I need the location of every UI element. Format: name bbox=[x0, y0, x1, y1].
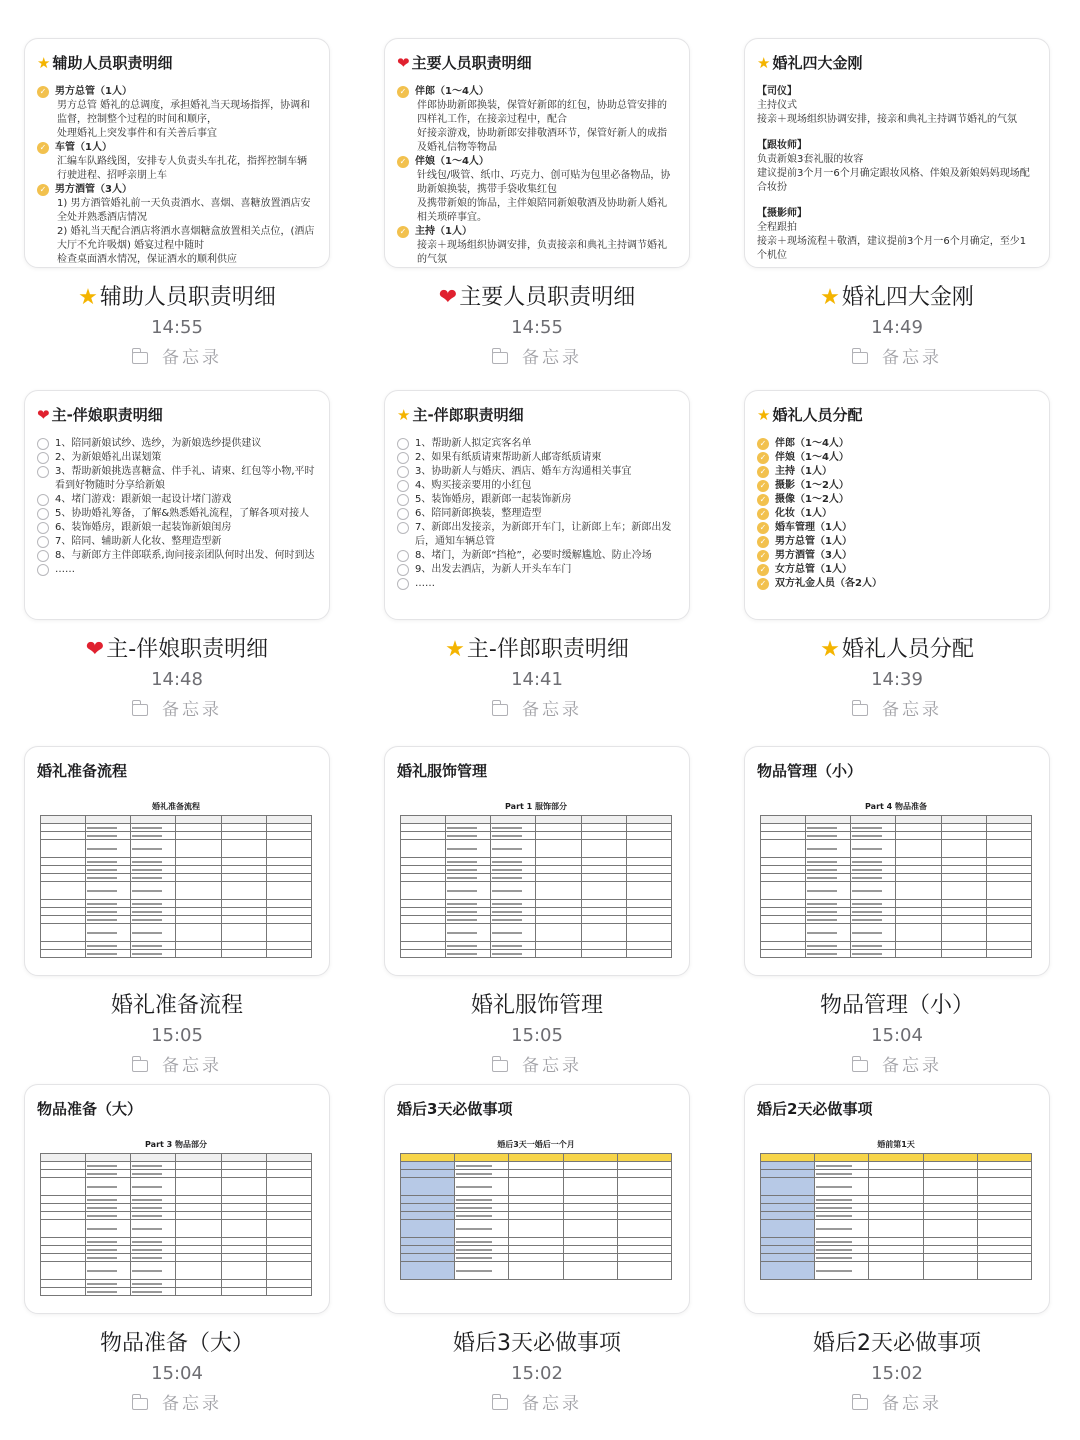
card-title: ★ 辅助人员职责明细 bbox=[37, 54, 173, 72]
note-item[interactable] bbox=[24, 390, 330, 723]
unchecked-circle-icon[interactable] bbox=[37, 508, 49, 520]
table-caption: Part 4 物品准备 bbox=[865, 802, 927, 811]
checklist-item: ✓ 男方总管（1人） bbox=[757, 535, 1035, 549]
red-heart-emoji-icon: ❤ bbox=[85, 637, 105, 662]
checklist-item: 7、新郎出发接亲，为新郎开车门，让新郎上车；新郎出发后，通知车辆总管 bbox=[397, 521, 675, 549]
card-preview bbox=[37, 437, 315, 577]
card-title: ❤ 主-伴娘职责明细 bbox=[37, 406, 163, 424]
card-preview bbox=[757, 437, 1035, 591]
folder-icon bbox=[132, 352, 148, 364]
unchecked-circle-icon[interactable] bbox=[397, 480, 409, 492]
note-folder bbox=[24, 1391, 330, 1417]
preview-text-line: 男方总管 婚礼的总调度，承担婚礼当天现场指挥，协调和监督，控制整个过程的时间和顺序， bbox=[57, 100, 311, 125]
table-preview bbox=[760, 801, 1032, 958]
table-caption: Part 1 服饰部分 bbox=[505, 802, 567, 811]
preview-section bbox=[757, 207, 1035, 263]
note-item[interactable] bbox=[744, 1084, 1050, 1417]
note-folder bbox=[384, 1391, 690, 1417]
preview-text-line: 检查桌面酒水情况，保证酒水的顺利供应 bbox=[57, 254, 237, 265]
star-emoji-icon: ★ bbox=[397, 406, 411, 424]
folder-label: 备忘录 bbox=[162, 700, 222, 720]
folder-label: 备忘录 bbox=[882, 1056, 942, 1076]
star-emoji-icon: ★ bbox=[78, 285, 98, 310]
folder-label: 备忘录 bbox=[162, 348, 222, 368]
mini-table bbox=[40, 815, 312, 958]
checklist-item: ✓ 伴郎（1～4人） bbox=[397, 85, 675, 99]
star-emoji-icon: ★ bbox=[757, 406, 771, 424]
checklist-item: 5、协助婚礼筹备，了解&熟悉婚礼流程，了解各项对接人 bbox=[37, 507, 315, 521]
unchecked-circle-icon[interactable] bbox=[37, 438, 49, 450]
unchecked-circle-icon[interactable] bbox=[37, 536, 49, 548]
note-item[interactable] bbox=[24, 1084, 330, 1417]
checked-circle-icon[interactable]: ✓ bbox=[757, 438, 769, 450]
folder-label: 备忘录 bbox=[882, 1394, 942, 1414]
preview-text-line: 伴郎协助新郎换装，保管好新郎的红包，协助总管安排的四样礼工作，在接亲过程中，配合 bbox=[417, 100, 667, 125]
note-time: 15:02 bbox=[511, 1363, 563, 1384]
checklist-item: ✓ 婚车管理（1人） bbox=[757, 521, 1035, 535]
section-line: 全程跟拍 bbox=[757, 222, 797, 233]
checked-circle-icon[interactable]: ✓ bbox=[757, 452, 769, 464]
star-emoji-icon: ★ bbox=[445, 637, 465, 662]
note-folder bbox=[384, 345, 690, 371]
card-title: 婚礼准备流程 bbox=[37, 762, 128, 780]
note-item[interactable] bbox=[384, 746, 690, 1079]
checked-circle-icon[interactable]: ✓ bbox=[757, 494, 769, 506]
note-time: 14:55 bbox=[151, 317, 203, 338]
preview-text-line: 汇编车队路线图，安排专人负责头车扎花，指挥控制车辆行驶进程、招呼亲朋上车 bbox=[57, 156, 307, 181]
section-line: 负责新娘3套礼服的妆容 bbox=[757, 154, 864, 165]
unchecked-circle-icon[interactable] bbox=[397, 564, 409, 576]
checklist-item: ✓ 摄像（1～2人） bbox=[757, 493, 1035, 507]
note-time: 15:02 bbox=[871, 1363, 923, 1384]
unchecked-circle-icon[interactable] bbox=[397, 466, 409, 478]
note-title[interactable]: 婚礼服饰管理 bbox=[470, 993, 603, 1018]
folder-label: 备忘录 bbox=[162, 1394, 222, 1414]
card-preview bbox=[397, 437, 675, 591]
checklist-item: ✓ 摄影（1～2人） bbox=[757, 479, 1035, 493]
note-title[interactable]: 婚礼准备流程 bbox=[110, 993, 243, 1018]
note-time: 15:05 bbox=[151, 1025, 203, 1046]
folder-icon bbox=[492, 704, 508, 716]
note-time: 14:41 bbox=[511, 669, 563, 690]
checklist-item: 4、堵门游戏：跟新娘一起设计堵门游戏 bbox=[37, 493, 315, 507]
checked-circle-icon[interactable]: ✓ bbox=[757, 578, 769, 590]
card-preview bbox=[397, 85, 675, 267]
card-title: ★ 主-伴郎职责明细 bbox=[397, 406, 524, 424]
unchecked-circle-icon[interactable] bbox=[397, 550, 409, 562]
section-heading: 【摄影师】 bbox=[757, 208, 807, 219]
preview-text-line: 2) 婚礼当天配合酒店将酒水喜烟糖盒放置相关点位，(酒店大厅不允许吸烟) 婚宴过程中随时 bbox=[57, 226, 315, 251]
checklist-item: 5、装饰婚房，跟新郎一起装饰新房 bbox=[397, 493, 675, 507]
checklist-item: …… bbox=[397, 577, 675, 591]
unchecked-circle-icon[interactable] bbox=[37, 452, 49, 464]
note-title[interactable]: 物品准备（大） bbox=[99, 1331, 254, 1356]
checklist-item: ✓ 伴郎（1～4人） bbox=[757, 437, 1035, 451]
checklist-item: 2、为新娘婚礼出谋划策 bbox=[37, 451, 315, 465]
star-emoji-icon: ★ bbox=[37, 54, 51, 72]
star-emoji-icon: ★ bbox=[820, 285, 840, 310]
note-folder bbox=[24, 697, 330, 723]
checklist-item: ✓ 化妆（1人） bbox=[757, 507, 1035, 521]
note-folder bbox=[384, 697, 690, 723]
unchecked-circle-icon[interactable] bbox=[397, 452, 409, 464]
note-thumbnail-card[interactable] bbox=[24, 38, 330, 268]
checklist-item: 2、如果有纸质请柬帮助新人邮寄纸质请柬 bbox=[397, 451, 675, 465]
note-title[interactable]: ★婚礼人员分配 bbox=[820, 637, 974, 662]
preview-section bbox=[757, 85, 1035, 127]
checked-circle-icon[interactable]: ✓ bbox=[397, 226, 409, 238]
section-line: 接亲＋现场流程＋敬酒，建议提前3个月一6个月确定，至少1个机位 bbox=[757, 236, 1027, 261]
checked-circle-icon[interactable]: ✓ bbox=[397, 86, 409, 98]
checked-circle-icon[interactable]: ✓ bbox=[757, 480, 769, 492]
folder-label: 备忘录 bbox=[162, 1056, 222, 1076]
table-preview bbox=[400, 1139, 672, 1280]
table-caption: 婚后3天一婚后一个月 bbox=[497, 1140, 575, 1149]
note-meta bbox=[384, 635, 690, 723]
checked-circle-icon[interactable]: ✓ bbox=[37, 142, 49, 154]
folder-icon bbox=[492, 1398, 508, 1410]
checked-circle-icon[interactable]: ✓ bbox=[37, 86, 49, 98]
note-time: 15:04 bbox=[151, 1363, 203, 1384]
note-thumbnail-card[interactable] bbox=[24, 390, 330, 620]
note-folder bbox=[744, 345, 1050, 371]
table-preview bbox=[40, 1139, 312, 1296]
checked-circle-icon[interactable]: ✓ bbox=[757, 550, 769, 562]
note-title[interactable]: 婚后2天必做事项 bbox=[813, 1331, 981, 1356]
card-preview bbox=[757, 85, 1035, 263]
preview-text-line: 处理婚礼上突发事件和有关善后事宜 bbox=[57, 128, 217, 139]
note-meta bbox=[24, 283, 330, 371]
note-time: 14:49 bbox=[871, 317, 923, 338]
table-caption: 婚前第1天 bbox=[877, 1140, 915, 1149]
note-time: 15:05 bbox=[511, 1025, 563, 1046]
mini-table bbox=[760, 815, 1032, 958]
unchecked-circle-icon[interactable] bbox=[37, 466, 49, 478]
unchecked-circle-icon[interactable] bbox=[37, 564, 49, 576]
checklist-item: ✓ 主持（1人） bbox=[757, 465, 1035, 479]
table-preview bbox=[40, 801, 312, 958]
checked-circle-icon[interactable]: ✓ bbox=[757, 466, 769, 478]
section-line: 接亲＋现场组织协调安排，接亲和典礼主持调节婚礼的气氛 bbox=[757, 114, 1017, 125]
folder-icon bbox=[852, 704, 868, 716]
card-title: ★ 婚礼四大金刚 bbox=[757, 54, 863, 72]
note-thumbnail-card[interactable] bbox=[744, 38, 1050, 268]
folder-label: 备忘录 bbox=[522, 700, 582, 720]
note-thumbnail-card[interactable] bbox=[384, 1084, 690, 1314]
note-title[interactable]: ❤主要人员职责明细 bbox=[438, 285, 636, 310]
note-item[interactable] bbox=[24, 38, 330, 371]
note-item[interactable] bbox=[384, 390, 690, 723]
folder-icon bbox=[492, 1060, 508, 1072]
checklist-item: 6、陪同新郎换装，整理造型 bbox=[397, 507, 675, 521]
note-title[interactable]: 婚后3天必做事项 bbox=[453, 1331, 621, 1356]
note-meta bbox=[744, 283, 1050, 371]
note-item[interactable] bbox=[384, 1084, 690, 1417]
note-thumbnail-card[interactable] bbox=[24, 746, 330, 976]
checked-circle-icon[interactable]: ✓ bbox=[757, 564, 769, 576]
checklist-item: ✓ 女方总管（1人） bbox=[757, 563, 1035, 577]
note-time: 14:48 bbox=[151, 669, 203, 690]
note-meta bbox=[24, 1329, 330, 1417]
unchecked-circle-icon[interactable] bbox=[397, 494, 409, 506]
checklist-item: ✓ 双方礼金人员（各2人） bbox=[757, 577, 1035, 591]
star-emoji-icon: ★ bbox=[820, 637, 840, 662]
checked-circle-icon[interactable]: ✓ bbox=[397, 156, 409, 168]
note-meta bbox=[744, 635, 1050, 723]
note-title[interactable]: ★辅助人员职责明细 bbox=[78, 285, 276, 310]
folder-icon bbox=[132, 704, 148, 716]
checklist-item: ✓ 男方酒管（3人） bbox=[37, 183, 315, 197]
note-folder bbox=[744, 697, 1050, 723]
checklist-item: 3、协助新人与婚庆、酒店、婚车方沟通相关事宜 bbox=[397, 465, 675, 479]
red-heart-emoji-icon: ❤ bbox=[438, 285, 458, 310]
checklist-item: ✓ 伴娘（1～4人） bbox=[397, 155, 675, 169]
note-thumbnail-card[interactable] bbox=[384, 38, 690, 268]
preview-text-line: 及携带新娘的饰品，主伴娘陪同新娘敬酒及协助新人婚礼相关琐碎事宜。 bbox=[417, 198, 667, 223]
unchecked-circle-icon[interactable] bbox=[397, 578, 409, 590]
card-title: ❤ 主要人员职责明细 bbox=[397, 54, 532, 72]
folder-icon bbox=[852, 1398, 868, 1410]
checklist-item: ✓ 车管（1人） bbox=[37, 141, 315, 155]
note-meta bbox=[384, 283, 690, 371]
note-title[interactable]: ★主-伴郎职责明细 bbox=[445, 637, 629, 662]
table-caption: 婚礼准备流程 bbox=[152, 802, 200, 811]
note-folder bbox=[24, 1053, 330, 1079]
star-emoji-icon: ★ bbox=[757, 54, 771, 72]
note-title[interactable]: 物品管理（小） bbox=[819, 993, 974, 1018]
note-thumbnail-card[interactable] bbox=[384, 390, 690, 620]
section-heading: 【司仪】 bbox=[757, 86, 797, 97]
unchecked-circle-icon[interactable] bbox=[37, 522, 49, 534]
folder-icon bbox=[132, 1060, 148, 1072]
checklist-item: 4、购买接亲要用的小红包 bbox=[397, 479, 675, 493]
checklist-item: ✓ 男方总管（1人） bbox=[37, 85, 315, 99]
note-title[interactable]: ❤主-伴娘职责明细 bbox=[85, 637, 269, 662]
card-title: 婚后2天必做事项 bbox=[757, 1100, 873, 1118]
preview-section bbox=[757, 139, 1035, 195]
card-title: 婚礼服饰管理 bbox=[397, 762, 488, 780]
mini-table bbox=[400, 1153, 672, 1280]
note-time: 15:04 bbox=[871, 1025, 923, 1046]
checklist-item: 6、装饰婚房，跟新娘一起装饰新娘闺房 bbox=[37, 521, 315, 535]
table-preview bbox=[760, 1139, 1032, 1280]
checklist-item: 3、帮助新娘挑选喜糖盒、伴手礼、请柬、红包等小物,平时看到好物随时分享给新娘 bbox=[37, 465, 315, 493]
note-item[interactable] bbox=[744, 38, 1050, 371]
folder-label: 备忘录 bbox=[882, 700, 942, 720]
note-thumbnail-card[interactable] bbox=[744, 1084, 1050, 1314]
note-time: 14:39 bbox=[871, 669, 923, 690]
card-preview bbox=[37, 85, 315, 267]
note-thumbnail-card[interactable] bbox=[384, 746, 690, 976]
section-heading: 【跟妆师】 bbox=[757, 140, 807, 151]
card-title: 物品管理（小） bbox=[757, 762, 863, 780]
folder-label: 备忘录 bbox=[882, 348, 942, 368]
mini-table bbox=[400, 815, 672, 958]
folder-icon bbox=[492, 352, 508, 364]
preview-text-line: 针线包/吸管、纸巾、巧克力、创可贴为包里必备物品，协助新娘换装，携带手袋收集红包 bbox=[417, 170, 671, 195]
checklist-item: 9、出发去酒店，为新人开头车车门 bbox=[397, 563, 675, 577]
note-folder bbox=[24, 345, 330, 371]
checklist-item: ✓ 伴娘（1～4人） bbox=[757, 451, 1035, 465]
card-title: 婚后3天必做事项 bbox=[397, 1100, 513, 1118]
note-thumbnail-card[interactable] bbox=[24, 1084, 330, 1314]
card-title: ★ 婚礼人员分配 bbox=[757, 406, 863, 424]
mini-table bbox=[760, 1153, 1032, 1280]
table-preview bbox=[400, 801, 672, 958]
checked-circle-icon[interactable]: ✓ bbox=[757, 508, 769, 520]
note-folder bbox=[384, 1053, 690, 1079]
checked-circle-icon[interactable]: ✓ bbox=[757, 536, 769, 548]
unchecked-circle-icon[interactable] bbox=[397, 438, 409, 450]
checklist-item: 1、帮助新人拟定宾客名单 bbox=[397, 437, 675, 451]
note-title[interactable]: ★婚礼四大金刚 bbox=[820, 285, 974, 310]
red-heart-emoji-icon: ❤ bbox=[37, 406, 50, 424]
unchecked-circle-icon[interactable] bbox=[397, 508, 409, 520]
section-line: 主持仪式 bbox=[757, 100, 797, 111]
checklist-item: 8、与新郎方主伴郎联系,询问接亲团队何时出发、何时到达 bbox=[37, 549, 315, 563]
note-item[interactable] bbox=[744, 746, 1050, 1079]
note-folder bbox=[744, 1053, 1050, 1079]
checklist-item: 8、堵门，为新郎“挡枪”，必要时缓解尴尬、防止冷场 bbox=[397, 549, 675, 563]
folder-icon bbox=[852, 1060, 868, 1072]
folder-icon bbox=[852, 352, 868, 364]
note-meta bbox=[24, 991, 330, 1079]
red-heart-emoji-icon: ❤ bbox=[397, 54, 410, 72]
preview-text-line: 接亲＋现场组织协调安排，负责接亲和典礼主持调节婚礼的气氛 bbox=[417, 240, 667, 265]
unchecked-circle-icon[interactable] bbox=[37, 550, 49, 562]
table-caption: Part 3 物品部分 bbox=[145, 1140, 207, 1149]
card-title: 物品准备（大） bbox=[37, 1100, 143, 1118]
note-meta bbox=[744, 991, 1050, 1079]
checklist-item: ✓ 男方酒管（3人） bbox=[757, 549, 1035, 563]
note-item[interactable] bbox=[24, 746, 330, 1079]
note-meta bbox=[744, 1329, 1050, 1417]
folder-label: 备忘录 bbox=[522, 1394, 582, 1414]
preview-text-line: 1) 男方酒管婚礼前一天负责酒水、喜烟、喜糖放置酒店安全处并熟悉酒店情况 bbox=[57, 198, 311, 223]
unchecked-circle-icon[interactable] bbox=[37, 494, 49, 506]
checklist-item: ✓ 主持（1人） bbox=[397, 225, 675, 239]
section-line: 建议提前3个月一6个月确定跟妆风格、伴娘及新娘妈妈现场配合妆扮 bbox=[757, 168, 1030, 193]
note-thumbnail-card[interactable] bbox=[744, 390, 1050, 620]
checked-circle-icon[interactable]: ✓ bbox=[757, 522, 769, 534]
note-meta bbox=[384, 1329, 690, 1417]
note-folder bbox=[744, 1391, 1050, 1417]
unchecked-circle-icon[interactable] bbox=[397, 522, 409, 534]
mini-table bbox=[40, 1153, 312, 1296]
checklist-item: 1、陪同新娘试纱、选纱，为新娘选纱提供建议 bbox=[37, 437, 315, 451]
folder-label: 备忘录 bbox=[522, 348, 582, 368]
note-meta bbox=[24, 635, 330, 723]
note-time: 14:55 bbox=[511, 317, 563, 338]
folder-icon bbox=[132, 1398, 148, 1410]
note-item[interactable] bbox=[384, 38, 690, 371]
note-item[interactable] bbox=[744, 390, 1050, 723]
note-meta bbox=[384, 991, 690, 1079]
preview-text-line: 好接亲游戏，协助新郎安排敬酒环节，保管好新人的成指及婚礼信物等物品 bbox=[417, 128, 667, 153]
checklist-item: 7、陪同、辅助新人化妆、整理造型新 bbox=[37, 535, 315, 549]
folder-label: 备忘录 bbox=[522, 1056, 582, 1076]
note-thumbnail-card[interactable] bbox=[744, 746, 1050, 976]
checklist-item: …… bbox=[37, 563, 315, 577]
checked-circle-icon[interactable]: ✓ bbox=[37, 184, 49, 196]
